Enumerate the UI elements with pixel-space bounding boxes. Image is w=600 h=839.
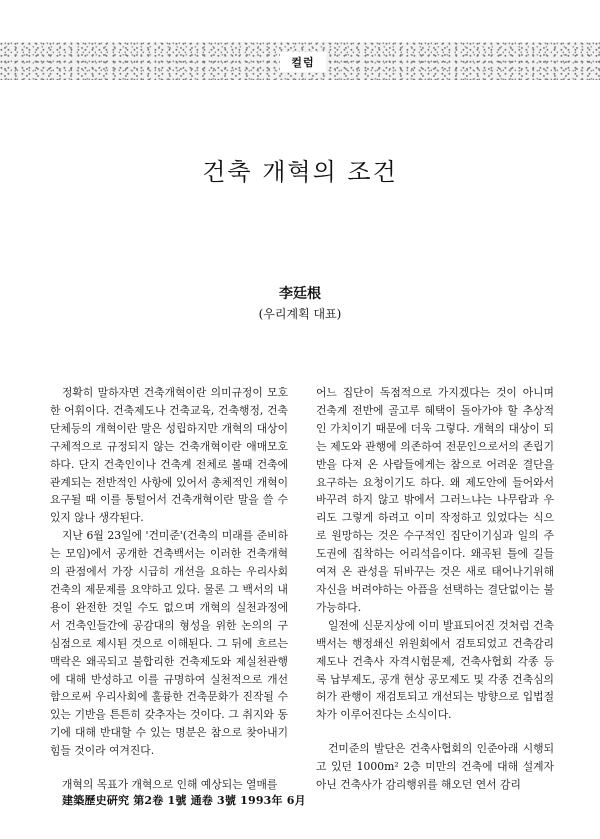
paragraph: 개혁의 목표가 개혁으로 인해 예상되는 열매를 xyxy=(62,778,278,792)
article-title: 건축 개혁의 조건 xyxy=(202,158,398,186)
body-column-left xyxy=(50,384,288,794)
paragraph-gap xyxy=(50,760,288,776)
body-column-right xyxy=(316,384,554,794)
author-affiliation: (우리계획 대표) xyxy=(258,307,342,321)
paragraph: 어느 집단이 독점적으로 가지겠다는 것이 아니며 건축계 전반에 골고루 혜택이 돌아가야 할 추상적인 가치이기 때문에 더욱 그렇다. 개혁의 대상이 되는 제도와 관행에 의존하여 전문인으로서의 존립기반을 다져 온 사람들에게는 참으로 어려운 결단을 요구하는 요청이기도 하다. 왜 제도안에 들어와서 바꾸려 하지 않고 밖에서 그러느냐는 나무람과 우리도 그렇게 하려고 이미 작정하고 있었다는 식으로 원망하는 것은 수구적인 집단이기심과 일의 주도권에 집착하는 어리석음이다. 왜곡된 틀에 길들여져 온 관성을 뒤바꾸는 것은 새로 태어나기위해 자신을 버려야하는 아픔을 선택하는 결단없이는 불가능하다. xyxy=(316,386,554,614)
paragraph: 일전에 신문지상에 이미 발표되어진 것처럼 건축백서는 행정쇄신 위원회에서 검토되었고 건축감리제도나 건축사 자격시험문제, 건축사협회 각종 등록 납부제도, 공개 현상 공모제도 및 각종 건축심의 허가 관행이 재검토되고 개선되는 방향으로 입법절차가 이루어진다는 소식이다. xyxy=(316,618,554,722)
paragraph-gap xyxy=(316,724,554,740)
journal-citation: 建築歷史硏究 第2卷 1號 通卷 3號 1993年 6月 xyxy=(62,794,306,807)
author-name: 李廷根 xyxy=(279,286,321,302)
paragraph: 지난 6월 23일에 '건미준'(건축의 미래를 준비하는 모임)에서 공개한 건축백서는 이러한 건축개혁의 관점에서 가장 시급히 개선을 요하는 우리사회 건축의 제문제를 요약하고 있다. 물론 그 백서의 내용이 완전한 것일 수도 없으며 개혁의 실천과정에서 건축인들간에 공감대의 형성을 위한 논의의 구심점으로 제시된 것으로 이해된다. 그 뒤에 흐르는 맥락은 왜곡되고 불합리한 건축제도와 제실천관행에 대해 반성하고 이를 규명하여 실천적으로 개선함으로써 우리사회에 훌륭한 건축문화가 진작될 수 있는 기반을 튼튼히 갖추자는 것이다. 그 취지와 동기에 대해 반대할 수 있는 명분은 참으로 찾아내기 힘들 것이라 여겨진다. xyxy=(50,529,288,758)
paragraph: 정확히 말하자면 건축개혁이란 의미규정이 모호한 어휘이다. 건축제도나 건축교육, 건축행정, 건축단체등의 개혁이란 말은 성립하지만 개혁의 대상이 구체적으로 규정되지 않는 건축개혁이란 애매모호하다. 단지 건축인이나 건축계 전체로 볼때 건축에 관계되는 전반적인 사항에 있어서 총체적인 개혁이 요구될 때 이를 통털어서 건축개혁이란 말을 쓸 수 있지 않나 생각된다. xyxy=(50,386,288,525)
section-label: 컬럼 xyxy=(291,56,315,69)
paragraph: 건미준의 발단은 건축사협회의 인준아래 시행되고 있던 1000m² 2층 미만의 건축에 대해 설계자 아닌 건축사가 감리행위를 해오던 연서 감리 xyxy=(316,742,554,792)
